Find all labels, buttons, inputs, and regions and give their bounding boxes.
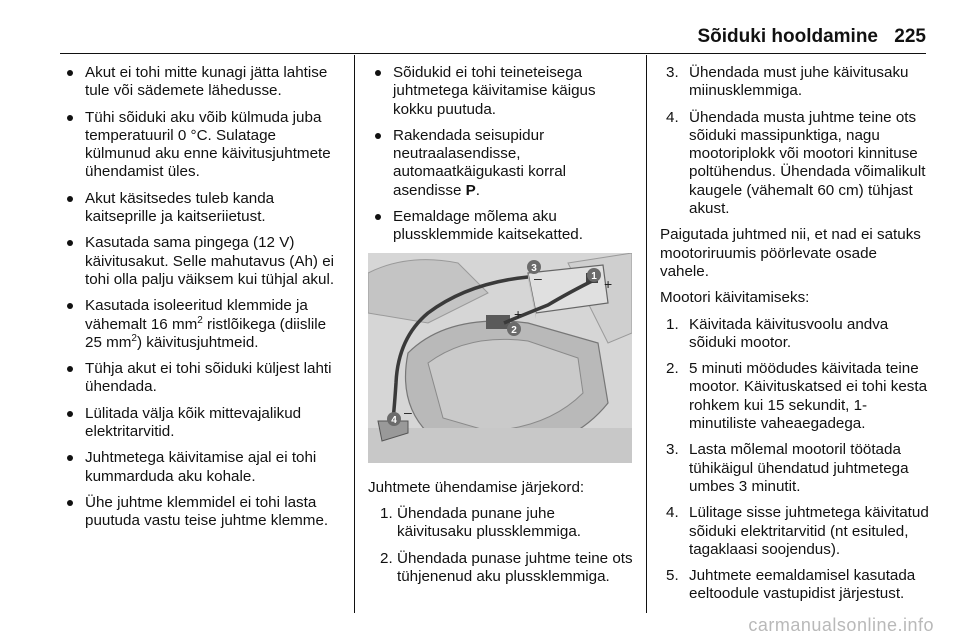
list-item <box>660 567 930 604</box>
page-number: 225 <box>894 26 926 47</box>
paragraph: Paigutada juhtmed nii, et nad ei satuks mootoriruumis pöörlevate osade vahele. <box>660 226 921 280</box>
step-number: 4. <box>666 108 679 126</box>
header-rule <box>60 53 926 54</box>
minus-sign: – <box>534 269 542 286</box>
list-item <box>368 127 634 200</box>
list-item <box>660 504 930 559</box>
list-item <box>60 297 344 352</box>
figure-caption: Juhtmete ühendamise järjekord: <box>368 478 585 496</box>
text-segment: ) käivitusjuhtmeid. <box>136 333 259 351</box>
list-item: Kasutada sama pingega (12 V) käivitusakut. Selle mahutavus (Ah) ei tohi olla palju väiksem kui tühjal akul. <box>60 234 344 289</box>
list-item: Akut ei tohi mitte kunagi jätta lahtise tule või sädemete lähedusse. <box>60 64 344 101</box>
connection-steps <box>368 505 634 586</box>
step-number: 3. <box>666 64 679 81</box>
list-item <box>368 505 634 542</box>
plus-sign: + <box>514 305 523 322</box>
list-item <box>660 109 930 219</box>
step-text: Ühendada must juhe käivitusaku miinusklemmiga. <box>689 64 909 100</box>
step-text: Ühendada punane juhe käivitusaku plussklemmiga. <box>397 504 582 541</box>
step-number: 1. <box>380 504 393 522</box>
list-item: Akut käsitsedes tuleb kanda kaitseprille ja kaitseriietust. <box>60 190 344 227</box>
plus-sign: + <box>604 275 613 292</box>
list-item <box>660 441 930 496</box>
list-item: Lülitada välja kõik mittevajalikud elektritarvitid. <box>60 405 344 442</box>
preparation-list <box>368 64 634 245</box>
step-text: Ühendada musta juhtme teine ots sõiduki massipunktiga, nagu mootoriplokk või mootori kinnituse poltühendus. Ühendada võimalikult kaugele (vähemalt 60 cm) tühjast akust. <box>689 108 926 218</box>
column-divider-left <box>354 55 355 613</box>
column-divider-right <box>646 55 647 613</box>
list-item <box>660 316 930 353</box>
watermark: carmanualsonline.info <box>748 615 934 635</box>
text-segment: . <box>475 181 480 199</box>
step-text: Lasta mõlemal mootoril töötada tühikäigul ühendatud juhtmetega umbes 3 minutit. <box>689 441 909 495</box>
list-item: Tühi sõiduki aku võib külmuda juba temperatuuril 0 °C. Sulatage külmunud aku enne käivitusjuhtmete ühendamist üles. <box>60 109 344 182</box>
list-item: Sõidukid ei tohi teineteisega juhtmetega käivitamise käigus kokku puutuda. <box>368 64 634 119</box>
text-segment: ristlõikega (diislile 25 mm <box>85 315 327 351</box>
callout-1: 1 <box>591 270 597 282</box>
column-2 <box>368 64 634 594</box>
connection-steps-continued <box>660 64 930 218</box>
step-text: Lülitage sisse juhtmetega käivitatud sõiduki elektritarvitid (nt esituled, tagaklaasi soojendus). <box>689 504 929 558</box>
step-text: Käivitada käivitusvoolu andva sõiduki mootor. <box>689 315 889 351</box>
step-number: 5. <box>666 567 679 585</box>
engine-bay-drawing <box>368 253 632 463</box>
list-item: Ühe juhtme klemmidel ei tohi lasta puutuda vastu teise juhtme klemme. <box>60 494 344 531</box>
list-item <box>660 64 930 101</box>
gear-position-label: P <box>465 181 476 199</box>
paragraph: Mootori käivitamiseks: <box>660 289 810 307</box>
list-item: Tühja akut ei tohi sõiduki küljest lahti ühendada. <box>60 360 344 397</box>
list-item: Eemaldage mõlema aku plussklemmide kaitsekatted. <box>368 208 634 245</box>
callout-4: 4 <box>391 414 397 426</box>
step-text: Ühendada punase juhtme teine ots tühjenenud aku plussklemmiga. <box>397 549 633 585</box>
step-text: 5 minuti möödudes käivitada teine mootor. Käivituskatsed ei tohi kesta rohkem kui 15 sekundit, 1-minutiliste vaheaegadega. <box>689 360 928 433</box>
step-number: 2. <box>666 360 679 378</box>
page-header-title: Sõiduki hooldamine <box>697 26 878 47</box>
warning-list <box>60 64 344 531</box>
column-3 <box>660 64 930 612</box>
list-item: Juhtmetega käivitamise ajal ei tohi kummarduda aku kohale. <box>60 449 344 486</box>
list-item <box>660 360 930 433</box>
starting-steps <box>660 316 930 604</box>
callout-2: 2 <box>511 324 517 336</box>
text-segment: Kasutada isoleeritud klemmide ja vähemalt 16 mm <box>85 297 308 333</box>
list-item <box>368 550 634 587</box>
callout-3: 3 <box>531 262 537 274</box>
step-number: 1. <box>666 315 679 333</box>
text-segment: Rakendada seisupidur neutraalasendisse, automaatkäigukasti korral asendisse <box>393 126 567 199</box>
step-number: 3. <box>666 441 679 459</box>
superscript: 2 <box>197 314 203 326</box>
step-number: 2. <box>380 549 393 567</box>
column-1 <box>60 64 344 539</box>
superscript: 2 <box>131 332 137 344</box>
jump-start-illustration <box>368 253 632 463</box>
minus-sign: – <box>404 403 412 420</box>
step-text: Juhtmete eemaldamisel kasutada eeltoodule vastupidist järjestust. <box>689 567 916 603</box>
step-number: 4. <box>666 504 679 522</box>
